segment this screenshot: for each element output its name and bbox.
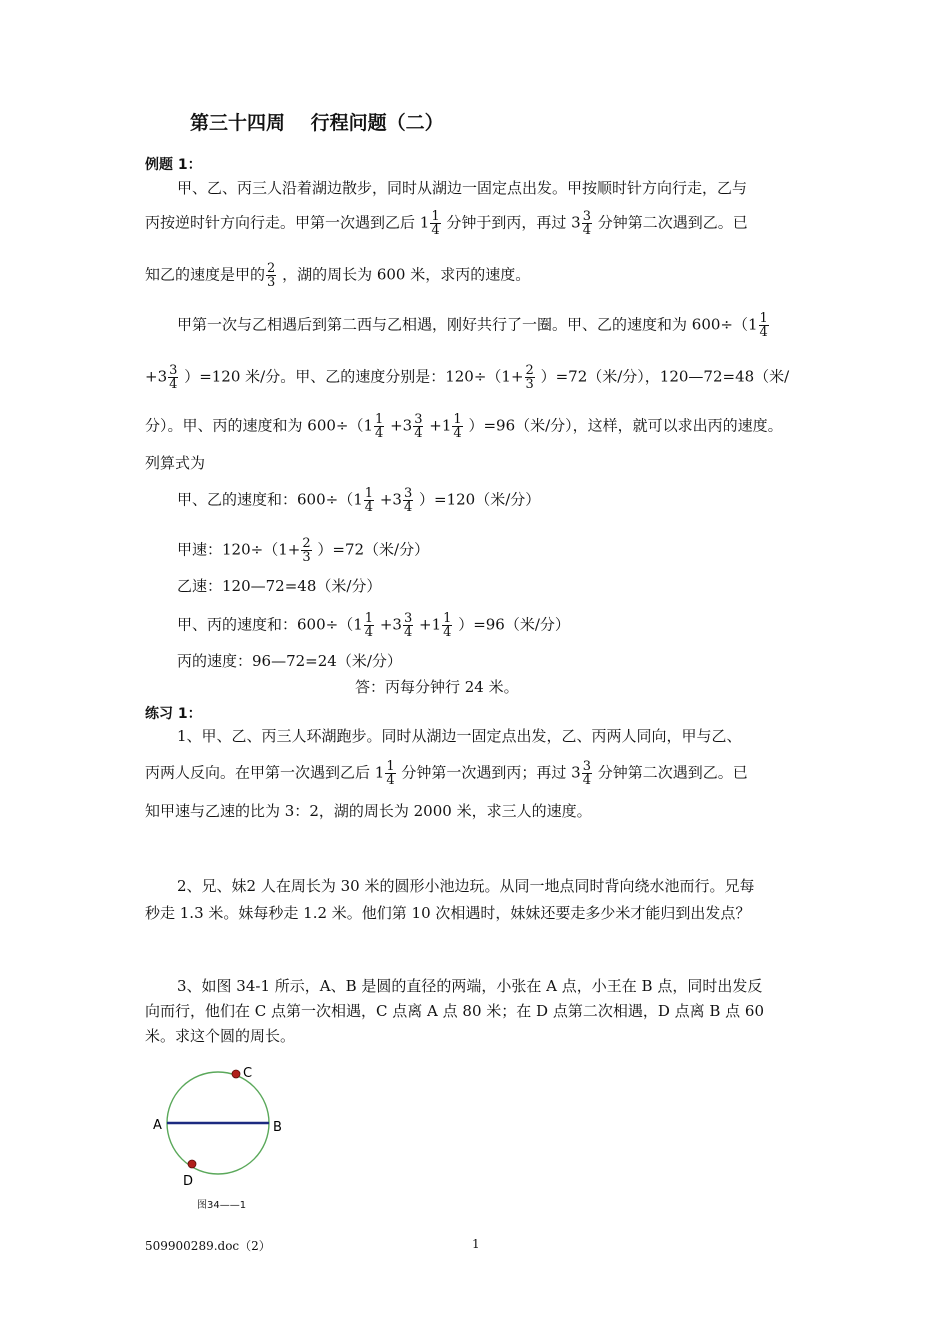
example-text: 知乙的速度是甲的 $\frac{2}{3}$ ，湖的周长为 600 米，求丙的速度。: [145, 261, 531, 290]
question-text: 知甲速与乙速的比为 3：2，湖的周长为 2000 米，求三人的速度。: [145, 802, 592, 820]
fraction: $\frac{3}{4}$: [169, 363, 178, 392]
point-d: [188, 1160, 196, 1168]
figure-caption: 图34——1: [197, 1200, 247, 1211]
fraction: $\frac{2}{3}$: [302, 536, 311, 565]
label-d: D: [183, 1174, 194, 1188]
circle-figure: [140, 1058, 310, 1188]
fraction: $\frac{1}{4}$: [443, 611, 452, 640]
label-c: C: [243, 1066, 253, 1081]
footer-doc: 509900289.doc（2）: [145, 1239, 271, 1253]
question-text: 丙两人反向。在甲第一次遇到乙后 1 $\frac{1}{4}$ 分钟第一次遇到丙；再过 3 $\frac{3}{4}$ 分钟第二次遇到乙。已: [145, 759, 748, 788]
question-text: 3、如图 34-1 所示，A、B 是圆的直径的两端，小张在 A 点，小王在 B 点，同时出发反: [177, 977, 763, 995]
fraction: $\frac{1}{4}$: [453, 412, 462, 441]
example-label: 例题 1：: [145, 157, 202, 173]
fraction: $\frac{1}{4}$: [364, 486, 374, 515]
solution-text: +3 $\frac{3}{4}$ ）=120 米/分。甲、乙的速度分别是：120÷（1+ $\frac{2}{3}$ ）=72（米/分），120—72=48（米/: [145, 363, 790, 392]
fraction: $\frac{2}{3}$: [525, 363, 534, 392]
solution-text: 分）。甲、丙的速度和为 600÷（1 $\frac{1}{4}$ +3 $\frac{3}{4}$ +1 $\frac{1}{4}$ ）=96（米/分），这样，就可以求出丙的速度。: [145, 412, 783, 441]
fraction: $\frac{1}{4}$: [375, 412, 384, 441]
fraction: $\frac{3}{4}$: [582, 209, 591, 238]
fraction: $\frac{1}{4}$: [759, 311, 768, 340]
equation: 甲、丙的速度和：600÷（1 $\frac{1}{4}$ +3 $\frac{3}{4}$ +1 $\frac{1}{4}$ ）=96（米/分）: [177, 611, 570, 640]
question-text: 2、兄、妹2 人在周长为 30 米的圆形小池边玩。从同一地点同时背向绕水池而行。兄每: [177, 877, 755, 895]
fraction: $\frac{1}{4}$: [431, 209, 440, 238]
practice-label: 练习 1：: [145, 706, 202, 722]
fraction: $\frac{2}{3}$: [267, 261, 276, 290]
question-text: 1、甲、乙、丙三人环湖跑步。同时从湖边一固定点出发，乙、丙两人同向，甲与乙、: [177, 727, 742, 745]
page-title: 第三十四周 行程问题（二）: [190, 112, 444, 134]
question-text: 米。求这个圆的周长。: [145, 1027, 296, 1045]
fraction: $\frac{3}{4}$: [414, 412, 423, 441]
point-c: [232, 1070, 240, 1078]
equation: 丙的速度：96—72=24（米/分）: [177, 652, 402, 670]
fraction: $\frac{3}{4}$: [403, 486, 413, 515]
fraction: $\frac{1}{4}$: [364, 611, 374, 640]
page-number: 1: [472, 1237, 480, 1251]
equation: 甲速：120÷（1+ $\frac{2}{3}$ ）=72（米/分）: [177, 536, 430, 565]
solution-text: 甲第一次与乙相遇后到第二西与乙相遇，刚好共行了一圈。甲、乙的速度和为 600÷（1 $\frac{1}{4}$: [177, 311, 768, 340]
question-text: 秒走 1.3 米。妹每秒走 1.2 米。他们第 10 次相遇时，妹妹还要走多少米才能归到出发点？: [145, 904, 751, 922]
solution-text: 列算式为: [145, 454, 206, 472]
fraction: $\frac{3}{4}$: [582, 759, 591, 788]
equation: 甲、乙的速度和：600÷（1 $\frac{1}{4}$ +3 $\frac{3}{4}$ ）=120（米/分）: [177, 486, 541, 515]
fraction: $\frac{1}{4}$: [386, 759, 395, 788]
example-text: 甲、乙、丙三人沿着湖边散步，同时从湖边一固定点出发。甲按顺时针方向行走，乙与: [177, 179, 748, 197]
label-a: A: [153, 1118, 162, 1133]
fraction: $\frac{3}{4}$: [403, 611, 413, 640]
question-text: 向而行，他们在 C 点第一次相遇，C 点离 A 点 80 米；在 D 点第二次相遇，D 点离 B 点 60: [145, 1002, 765, 1020]
equation: 乙速：120—72=48（米/分）: [177, 577, 382, 595]
example-text: 丙按逆时针方向行走。甲第一次遇到乙后 1 $\frac{1}{4}$ 分钟于到丙，再过 3 $\frac{3}{4}$ 分钟第二次遇到乙。已: [145, 209, 748, 238]
answer: 答：丙每分钟行 24 米。: [355, 678, 519, 696]
label-b: B: [273, 1120, 282, 1135]
